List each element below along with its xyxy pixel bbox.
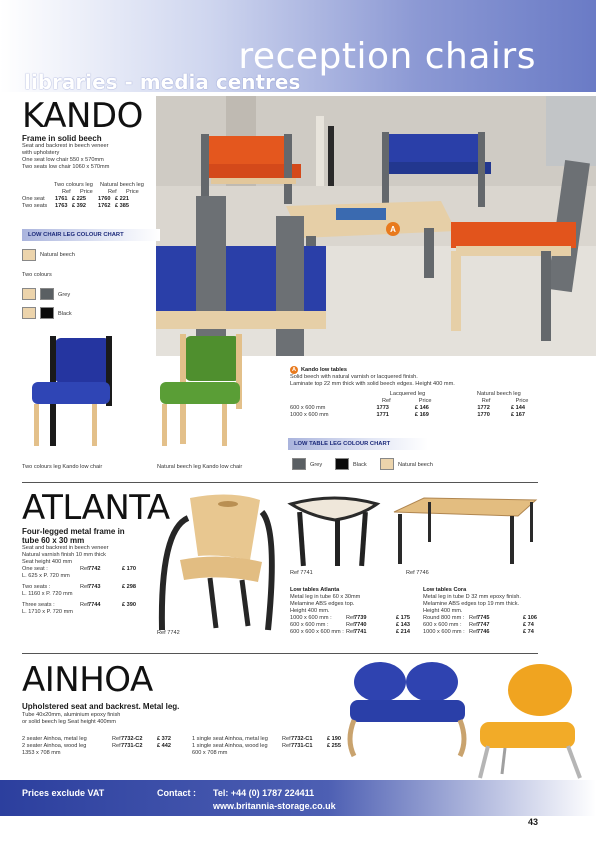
ainhoa-title: AINHOA	[22, 660, 153, 700]
ainhoa-description: Tube 40x20mm, aluminium epoxy finish or solid beech leg Seat height 400mm	[22, 712, 121, 725]
table-swatch-grey	[292, 458, 306, 470]
table-swatch-label-grey: Grey	[310, 462, 323, 468]
page-subtitle: libraries - media centres	[24, 70, 301, 94]
kando-lounge-photo	[156, 96, 596, 356]
low-chair-leg-colour-chart-title: LOW CHAIR LEG COLOUR CHART	[22, 229, 160, 241]
kando-caption-natural: Natural beech leg Kando low chair	[157, 464, 243, 470]
kando-price-table: Two colours leg Natural beech leg Ref Price Ref Price One seat 1761 £ 225 1760 £ 221 Two seats 1763 £ 392 1762 £ 385	[22, 182, 144, 209]
swatch-grey	[40, 288, 54, 300]
ainhoa-heading: Upholstered seat and backrest. Metal leg.	[22, 702, 180, 711]
swatch-black	[40, 307, 54, 319]
low-table-leg-colour-chart-title: LOW TABLE LEG COLOUR CHART	[288, 438, 428, 450]
section-divider-2	[22, 653, 538, 654]
low-tables-cora: Low tables Cora Metal leg in tube D 32 mm epoxy finish. Melamine ABS edges top 19 mm thick. Height 400 mm. Round 800 mm : Ref 7745 £ 106 600 x 600 mm : Ref 7747 £ 74 1000 x 600 mm : Ref 7746 £ 74	[423, 587, 537, 635]
kando-caption-two-colours: Two colours leg Kando low chair	[22, 464, 103, 470]
atlanta-table-ref: Ref 7741	[290, 570, 313, 576]
atlanta-price-list: One seat : Ref 7742 £ 170 L. 625 x P. 720 mm Two seats : Ref 7743 £ 298 L. 1160 x P. 720 mm Three seats : Ref 7744 £ 390 L. 1710 x P. 720 mm	[22, 566, 136, 615]
page-number: 43	[528, 817, 539, 827]
atlanta-chair-ref: Ref 7742	[157, 630, 180, 636]
table-swatch-label-black: Black	[353, 462, 367, 468]
atlanta-heading: Four-legged metal frame in tube 60 x 30 mm	[22, 527, 125, 545]
atlanta-description: Seat and backrest in beech veneer Natural varnish finish 10 mm thick Seat height 400 mm	[22, 545, 109, 565]
footer-website-link[interactable]: www.britannia-storage.co.uk	[213, 801, 336, 811]
swatch-label-black: Black	[58, 311, 72, 317]
kando-chair-natural-beech-image	[150, 330, 250, 450]
swatch-natural-beech	[22, 249, 36, 261]
swatch-label-grey: Grey	[58, 292, 71, 298]
swatch-label-natural-beech: Natural beech	[40, 252, 75, 258]
low-tables-atlanta: Low tables Atlanta Metal leg in tube 60 x 30mm Melamine ABS edges top. Height 400 mm. 1000 x 600 mm : Ref 7739 £ 175 600 x 600 mm : Ref 7740 £ 143 600 x 600 x 600 mm : Ref 7741 £ 214	[290, 587, 410, 635]
cora-table-ref: Ref 7746	[406, 570, 429, 576]
atlanta-table-image	[285, 494, 385, 569]
footer-contact-label: Contact :	[157, 788, 196, 798]
ainhoa-price-col-1: 2 seater Ainhoa, metal leg Ref 7732-C2 £ 372 2 seater Ainhoa, wood leg Ref 7731-C2 £ 442 1353 x 708 mm	[22, 736, 171, 756]
section-divider-1	[22, 482, 538, 483]
atlanta-chair-image	[150, 490, 280, 635]
cora-table-image	[390, 494, 540, 566]
kando-low-tables: A Kando low tables Solid beech with natural varnish or lacquered finish. Laminate top 22 mm thick with solid beech edges. Height 400 mm. Lacquered leg Natural beech leg Ref Price Ref Price 600 x 600 mm 1773 £ 146 1772 £ 144 1000 x 600 mm 1771 £ 169 1770 £ 167	[290, 366, 529, 418]
marker-a-icon: A	[291, 367, 297, 373]
atlanta-title: ATLANTA	[22, 488, 170, 528]
svg-text:A: A	[390, 225, 396, 234]
table-swatch-label-natural: Natural beech	[398, 462, 433, 468]
ainhoa-chairs-image	[340, 660, 590, 780]
kando-chair-two-colours-image	[20, 330, 120, 450]
kando-heading: Frame in solid beech	[22, 134, 102, 143]
two-colours-label: Two colours	[22, 272, 52, 278]
kando-title: KANDO	[22, 96, 143, 136]
table-swatch-black	[335, 458, 349, 470]
swatch-natural-grey-1	[22, 288, 36, 300]
swatch-natural-black-1	[22, 307, 36, 319]
table-swatch-natural	[380, 458, 394, 470]
page-title: reception chairs	[238, 36, 536, 77]
footer-vat-note: Prices exclude VAT	[22, 788, 105, 798]
footer-telephone: Tel: +44 (0) 1787 224411	[213, 788, 315, 798]
kando-description: Seat and backrest in beech veneer with upholstery One seat low chair 550 x 570mm Two seats low chair 1060 x 570mm	[22, 143, 110, 170]
ainhoa-price-col-2: 1 single seat Ainhoa, metal leg Ref 7732-C1 £ 190 1 single seat Ainhoa, wood leg Ref 7731-C1 £ 255 600 x 708 mm	[192, 736, 341, 756]
